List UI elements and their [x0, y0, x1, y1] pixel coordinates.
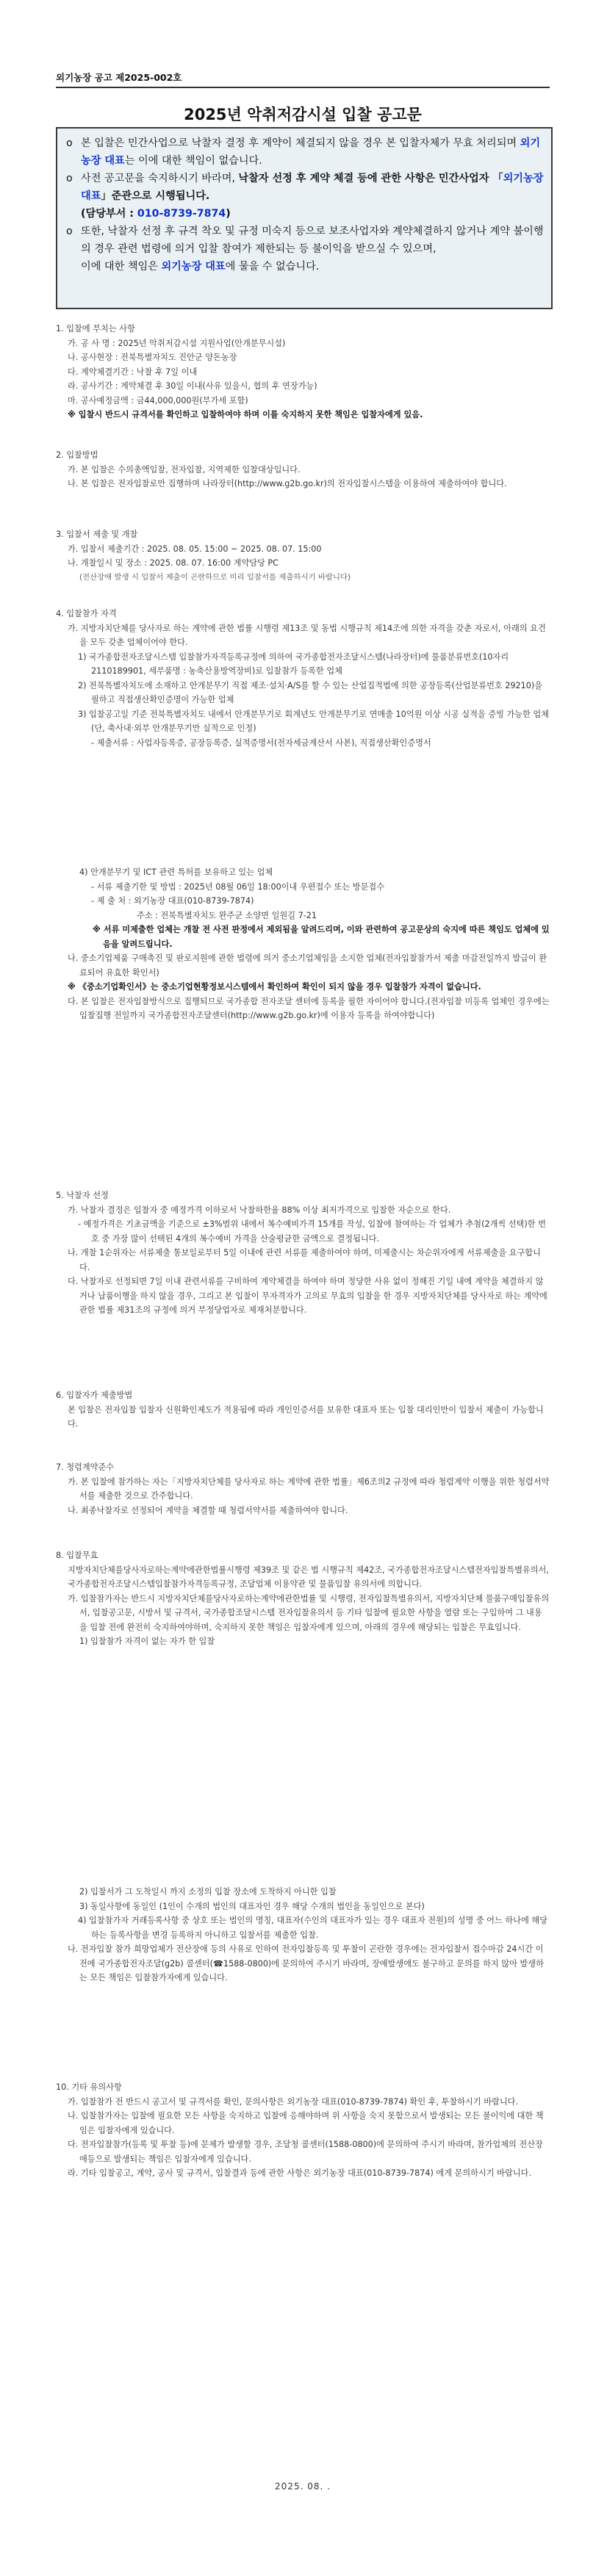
- section-1-warning: ※ 입찰시 반드시 규격서를 확인하고 입찰하여야 하며 이를 숙지하지 못한 책임은 입찰자에게 있음.: [68, 410, 423, 419]
- contact-phone: 010-8739-7874: [137, 208, 226, 220]
- sme-certificate-warning: ※ 《중소기업확인서》는 중소기업현황정보시스템에서 확인하여 확인이 되지 않을 경우 입찰참가 자격이 없습니다.: [68, 982, 481, 992]
- notice-item-2: o 사전 공고문을 숙지하시기 바라며, 낙찰자 선정 후 계약 체결 등에 관한 사항은 민간사업자 「외기농장 대표」준관으로 시행됩니다. (담당부서 : 010-8739-7874): [65, 170, 544, 223]
- important-notice-box: [56, 127, 553, 309]
- notice-number: 외기농장 공고 제2025-002호: [56, 72, 182, 83]
- section-4-qualifications: 4. 입찰참가 자격 가. 지방자치단체를 당사자로 하는 계약에 관한 법률 시행령 제13조 및 동법 시행규칙 제14조에 의한 자격을 갖춘 자로서, 아래의 요건을 모두 갖춘 업체이어야 한다. 1) 국가종합전자조달시스템 입찰참가자격등록규정에 의하여 국가종합전자조달시스템(나라장터)에 물품분류번호(10자리 2110189901, 세부품명 : 농축산용방역장비)로 입찰참가 등록한 업체 2) 전북특별자치도에 소재하고 안개분무기 직접 제조·설치·A/S를 할 수 있는 산업집적법에 의한 공장등록(산업분류번호 29210)을 필하고 직접생산확인증명이 가능한 업체 3) 입찰공고일 기준 전북특별자치도 내에서 안개분무기로 회계년도 안개분무기로 연매출 10억원 이상 시공 실적을 증빙 가능한 업체(단, 축사내·외부 안개분무기만 실적으로 인정) - 제출서류 : 사업자등록증, 공장등록증, 실적증명서(전자세금계산서 사본), 직접생산확인증명서: [56, 607, 550, 750]
- section-4-qualifications-cont: 4) 안개분무기 및 ICT 관련 특허를 보유하고 있는 업체 - 서류 제출기한 및 방법 : 2025년 08월 06일 18:00이내 우편접수 또는 방문접수 - 제 출 처 : 외기농장 대표(010-8739-7874) 주소 : 전북특별자치도 완주군 소양면 일원길 7-21 ※ 서류 미제출한 업체는 개찰 전 사전 판정에서 제외됨을 알려드리며, 이와 관련하여 공고문상의 숙지에 따른 책임도 업체에 있음을 알려드립니다. 나. 중소기업제품 구매촉진 및 판로지원에 관한 법령에 의거 중소기업체임을 소지한 업체(전자입찰참가서 제출 마감전일까지 발급이 완료되어 유효한 확인서) ※ 《중소기업확인서》는 중소기업현황정보시스템에서 확인하여 확인이 되지 않을 경우 입찰참가 자격이 없습니다. 다. 본 입찰은 전자입찰방식으로 집행되므로 국가종합 전자조달 센터에 등록을 필한 자이어야 합니다.(전자입찰 미등록 업체인 경우에는 입찰집행 전일까지 국가종합전자조달센터(http://www.g2b.go.kr)에 이용자 등록을 하여야합니다): [56, 865, 550, 1023]
- notice-bullet: o: [66, 226, 73, 237]
- section-6-submission-method: 6. 입찰자가 제출방법 본 입찰은 전자입찰 입찰자 신원확인제도가 적용됨에 따라 개인인증서를 보유한 대표자 또는 입찰 대리인만이 입찰서 제출이 가능합니다.: [56, 1388, 550, 1432]
- section-7-integrity: 7. 청렴계약준수 가. 본 입찰에 참가하는 자는「지방자치단체를 당사자로 하는 계약에 관한 법률」제6조의2 규정에 따라 청렴계약 이행을 위한 청렴서약서를 제출한 것으로 간주합니다. 나. 최종낙찰자로 선정되어 계약을 체결할 때 청렴서약서를 제출하여야 합니다.: [56, 1460, 550, 1518]
- notice-item-1: o 본 입찰은 민간사업으로 낙찰자 결정 후 계약이 체결되지 않을 경우 본 입찰자체가 무효 처리되며 외기농장 대표는 이에 대한 책임이 없습니다.: [65, 134, 544, 170]
- document-title: 2025년 악취저감시설 입찰 공고문: [184, 106, 422, 123]
- section-2-bid-method: 2. 입찰방법 가. 본 입찰은 수의총액입찰, 전자입찰, 지역제한 입찰대상입니다. 나. 본 입찰은 전자입찰로만 집행하며 나라장터(http://www.g2b.go.kr)의 전자입찰시스템을 이용하여 제출하여야 합니다.: [56, 448, 550, 491]
- notice-bullet: o: [66, 137, 73, 149]
- notice-item-3: o 또한, 낙찰자 선정 후 규격 착오 및 규정 미숙지 등으로 보조사업자와 계약체결하지 않거나 계약 불이행의 경우 관련 법령에 의거 입찰 참여가 제한되는 등 불이익을 받으실 수 있으며, 이에 대한 책임은 외기농장 대표에 물을 수 없습니다.: [65, 223, 544, 275]
- section-heading: 4. 입찰참가 자격: [56, 609, 117, 618]
- section-heading: 5. 낙찰자 선정: [56, 1191, 109, 1200]
- section-heading: 3. 입찰서 제출 및 개찰: [56, 530, 138, 539]
- notice-date: 2025. 08. .: [275, 2481, 331, 2492]
- section-heading: 2. 입찰방법: [56, 450, 98, 460]
- section-8-invalid-bids: 8. 입찰무효 지방자치단체를당사자로하는계약에관한법률시행령 제39조 및 같은 법 시행규칙 제42조, 국가종합전자조달시스템전자입찰특별유의서, 국가종합전자조달시스템입찰참가자격등록규정, 조달업체 이용약관 및 물품입찰 유의서에 의합니다. 가. 입찰참가자는 반드시 지방자치단체를당사자로하는계약에관한법률 및 시행령, 전자입찰특별유의서, 지방자치단체 물품구매입찰유의서, 입찰공고문, 시방서 및 규격서, 국가종합조달시스템 전자입찰유의서 등 기타 입찰에 필요한 사항을 열람 또는 구입하여 그 내용을 입찰 전에 완전히 숙지하여야하며, 숙지하지 못한 책임은 입찰자에게 있으며, 아래의 경우에 해당되는 입찰은 무효입니다. 1) 입찰참가 자격이 없는 자가 한 입찰: [56, 1548, 550, 1649]
- section-heading: 8. 입찰무효: [56, 1551, 98, 1560]
- section-1-bid-items: 1. 입찰에 부치는 사항 가. 공 사 명 : 2025년 악취저감시설 지원사업(안개분무시설) 나. 공사현장 : 전북특별자치도 진안군 양돈농장 다. 계약체결기간 : 낙찰 후 7일 이내 라. 공사기간 : 계약체결 후 30일 이내(사유 있을시, 협의 후 연장가능) 마. 공사예정금액 : 금44,000,000원(부가세 포함) ※ 입찰시 반드시 규격서를 확인하고 입찰하여야 하며 이를 숙지하지 못한 책임은 입찰자에게 있음.: [56, 322, 550, 422]
- section-heading: 6. 입찰자가 제출방법: [56, 1390, 133, 1400]
- section-4-warning: ※ 서류 미제출한 업체는 개찰 전 사전 판정에서 제외됨을 알려드리며, 이와 관련하여 공고문상의 숙지에 따른 책임도 업체에 있음을 알려드립니다.: [93, 925, 550, 949]
- section-heading: 7. 청렴계약준수: [56, 1462, 115, 1472]
- section-3-submission: 3. 입찰서 제출 및 개찰 가. 입찰서 제출기간 : 2025. 08. 05. 15:00 ~ 2025. 08. 07. 15:00 나. 개찰일시 및 장소 : 2025. 08. 07. 16:00 계약담당 PC (전산장애 발생 시 입찰서 제출이 곤란하므로 미리 입찰서를 제출하시기 바랍니다): [56, 527, 550, 585]
- section-10-notes: 10. 기타 유의사항 가. 입찰참가 전 반드시 공고서 및 규격서를 확인, 문의사항은 외기농장 대표(010-8739-7874) 확인 후, 투찰하시기 바랍니다. 나. 입찰참가자는 입찰에 필요한 모든 사항을 숙지하고 입찰에 응해야하며 위 사항을 숙지 못함으로서 발생되는 모든 불이익에 대한 책임은 입찰자에게 있습니다. 다. 전자입찰참가(등록 및 투찰 등)에 문제가 발생할 경우, 조달청 콜센터(1588-0800)에 문의하여 주시기 바라며, 참가업체의 전산장애등으로 발생되는 책임은 입찰자에게 있습니다. 라. 기타 입찰공고, 계약, 공사 및 규격서, 입찰결과 등에 관한 사항은 외기농장 대표(010-8739-7874) 에게 문의하시기 바랍니다.: [56, 2080, 550, 2181]
- section-8-invalid-bids-cont: 2) 입찰서가 그 도착일시 까지 소정의 입찰 장소에 도착하지 아니한 입찰 3) 동일사항에 동일인 (1인이 수개의 법인의 대표자인 경우 해당 수개의 법인을 동일인으로 본다) 4) 입찰참가자 거래등록사항 중 상호 또는 법인의 명칭, 대표자(수인의 대표자가 있는 경우 대표자 전원)의 성명 중 어느 하나에 해당하는 등록사항을 변경 등록하지 아니하고 입찰서를 제출한 입찰. 나. 전자입찰 참가 희망업체가 전산장애 등의 사유로 인하여 전자입찰등록 및 투찰이 곤란한 경우에는 전자입찰서 접수마감 24시간 이전에 국가종합전자조달(g2b) 콜센터(☎1588-0800)에 문의하여 주시기 바라며, 장애발생에도 불구하고 문의를 하지 않아 발생하는 모든 책임은 입찰참가자에게 있습니다.: [68, 1887, 547, 1982]
- section-heading: 1. 입찰에 부치는 사항: [56, 324, 135, 333]
- header-rule: [56, 87, 550, 88]
- section-heading: 10. 기타 유의사항: [56, 2082, 122, 2092]
- section-5-winner-selection: 5. 낙찰자 선정 가. 낙찰자 결정은 입찰자 중 예정가격 이하로서 낙찰하한율 88% 이상 최저가격으로 입찰한 자순으로 한다. - 예정가격은 기초금액을 기준으로 ±3%범위 내에서 복수예비가격 15개를 작성, 입찰에 참여하는 각 업체가 추첨(2개씩 선택)한 번호 중 가장 많이 선택된 4개의 복수예비 가격을 산술평균한 금액으로 결정됩니다. 나. 개찰 1순위자는 서류제출 통보일로부터 5일 이내에 관련 서류를 제출하여야 하며, 미제출시는 차순위자에게 서류제출을 요구합니다. 다. 낙찰자로 선정되면 7일 이내 관련서류를 구비하여 계약체결을 하여야 하며 정당한 사유 없이 정해진 기일 내에 계약을 체결하지 않거나 납품이행을 하지 않을 경우, 그리고 본 입찰이 무자격자가 고의로 무효의 입찰을 한 경우 지방자치단체를 당사자로 하는 계약에 관한 법률 제31조의 규정에 의거 부정당업자로 제재처분합니다.: [56, 1188, 550, 1318]
- notice-bullet: o: [66, 173, 73, 184]
